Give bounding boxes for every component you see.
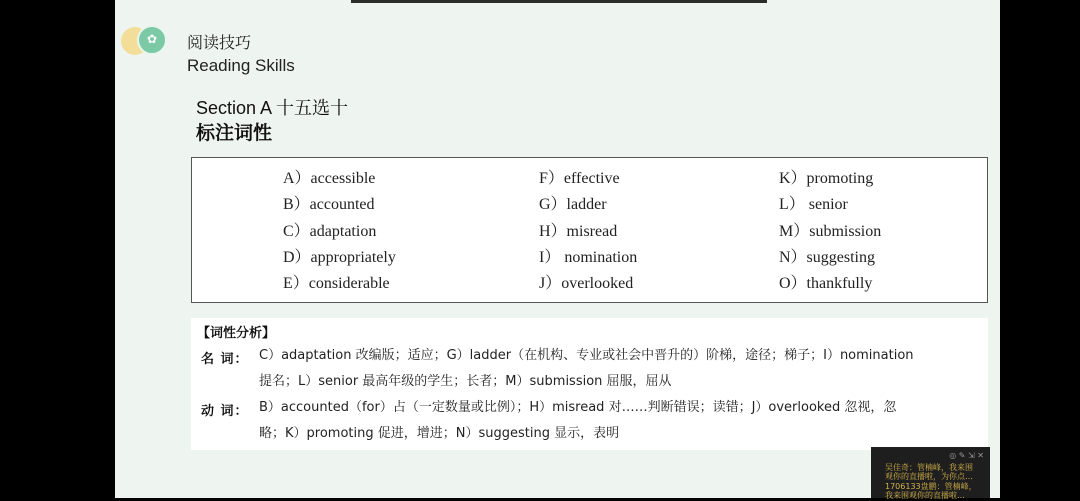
option-item: A）accessible xyxy=(283,170,376,187)
option-item: D）appropriately xyxy=(283,248,396,266)
option-item: C）adaptation xyxy=(283,222,377,240)
option-item: O）thankfully xyxy=(779,275,873,293)
noun-label: 名 词： xyxy=(201,352,249,367)
verb-line: B）accounted（for）占（一定数量或比例）；H）misread 对……判断错误；读错；J）overlooked 忽视，忽 xyxy=(259,400,897,415)
options-box xyxy=(191,157,988,303)
option-item: J）overlooked xyxy=(539,275,634,293)
chat-message-line: 我来围观你的直播啦… xyxy=(885,491,965,500)
slide xyxy=(115,0,1000,498)
analysis-title: 【词性分析】 xyxy=(197,326,276,341)
verb-analysis xyxy=(259,395,979,447)
noun-line: 提名；L）senior 最高年级的学生；长者；M）submission 屈服，屈从 xyxy=(259,374,672,389)
live-chat-overlay[interactable] xyxy=(871,447,990,498)
options-column-2 xyxy=(539,168,637,299)
chat-message-line: 观你的直播啦，为你点… xyxy=(885,472,973,481)
verb-label: 动 词： xyxy=(201,404,249,419)
chat-controls-icon[interactable]: ◎ ✎ ⇲ ✕ xyxy=(949,451,984,460)
section-subtitle: 标注词性 xyxy=(196,122,273,144)
chat-message-line: 吴佳奇：管楠峰，我来围 xyxy=(885,463,973,472)
heading-cn: 阅读技巧 xyxy=(187,33,252,52)
noun-line: C）adaptation 改编版；适应；G）ladder（在机构、专业或社会中晋升的）阶梯，途径；梯子；I）nomination xyxy=(259,348,914,363)
chat-message-line: 1706133盘鹏：管楠峰， xyxy=(885,482,977,491)
top-bar xyxy=(351,0,767,3)
analysis-panel xyxy=(191,318,988,450)
noun-analysis xyxy=(259,343,979,395)
options-column-3 xyxy=(779,168,881,299)
option-item: L） senior xyxy=(779,196,848,214)
option-item: H）misread xyxy=(539,222,618,240)
option-item: I） nomination xyxy=(539,248,638,266)
option-item: B）accounted xyxy=(283,196,375,214)
options-column-1 xyxy=(283,168,396,299)
section-title: Section A 十五选十 xyxy=(196,98,349,118)
option-item: N）suggesting xyxy=(779,248,876,266)
logo-icon: ✿ xyxy=(121,25,167,57)
verb-line: 略；K）promoting 促进，增进；N）suggesting 显示，表明 xyxy=(259,426,620,441)
option-item: M）submission xyxy=(779,222,882,240)
option-item: K）promoting xyxy=(779,170,874,187)
option-item: G）ladder xyxy=(539,196,607,214)
option-item: F）effective xyxy=(539,170,620,187)
option-item: E）considerable xyxy=(283,275,390,293)
heading-en: Reading Skills xyxy=(187,56,295,75)
